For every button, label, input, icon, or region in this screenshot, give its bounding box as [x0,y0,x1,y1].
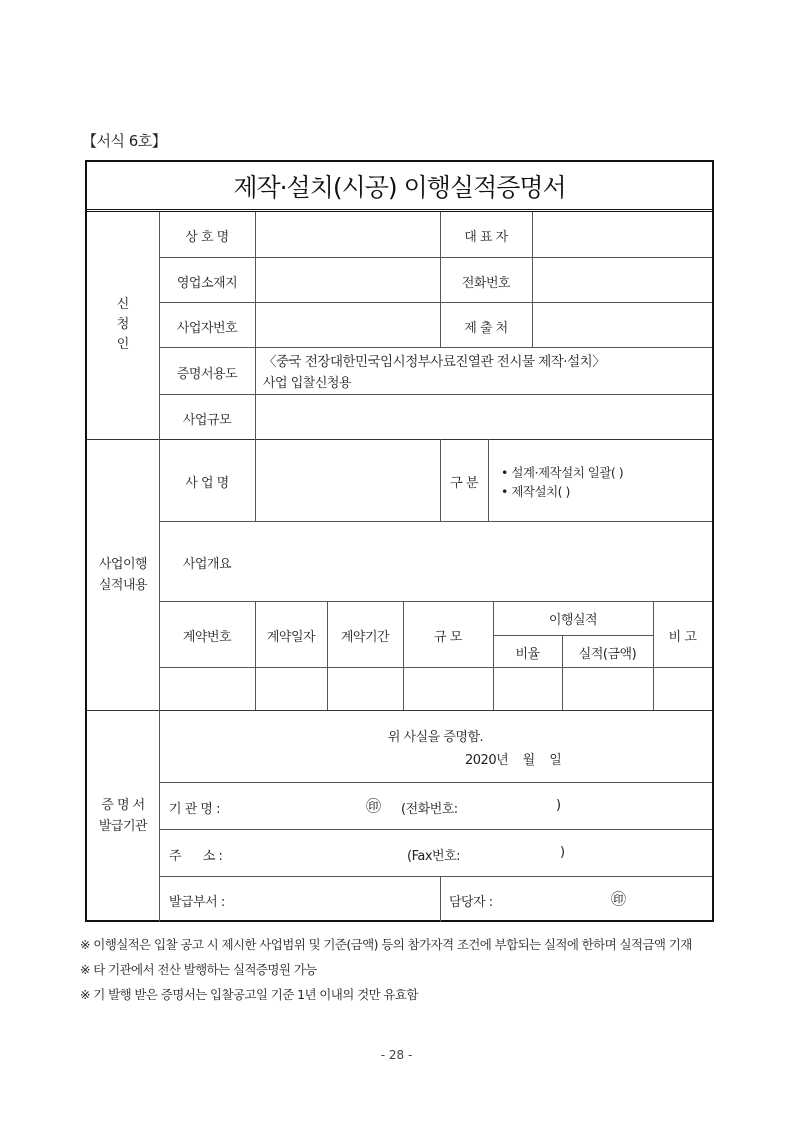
trade-name-label: 상 호 명 [185,230,229,245]
page-number: - 28 - [380,1048,413,1062]
purpose-line-1: 〈중국 전장대한민국임시정부사료진열관 전시물 제작·설치〉 [263,354,606,370]
submit-to-label: 제 출 처 [464,321,508,336]
notes [80,932,692,1007]
address-label: 영업소재지 [176,276,238,291]
seal-icon: ㊞ [366,797,381,815]
certificate-form [85,160,714,922]
purpose-line-2: 사업 입찰신청용 [263,376,352,391]
form-number: 【서식 6호】 [82,132,167,150]
scale-label: 사업규모 [182,413,232,428]
applicant-section-label: 신 청 인 [116,297,130,352]
scale-header: 규 모 [434,630,462,645]
fax-close: ) [560,845,565,860]
phone-label: 전화번호 [461,276,511,291]
phone-close: ) [556,798,561,813]
category-option-2: • 제작설치( ) [501,484,570,499]
biz-no-label: 사업자번호 [176,321,238,336]
certify-text: 위 사실을 증명함. [387,730,484,745]
amount-header: 실적(금액) [578,647,637,662]
note-2: ※ 타 기관에서 전산 발행하는 실적증명원 가능 [80,962,317,977]
representative-label: 대 표 자 [464,230,508,245]
overview-label: 사업개요 [182,557,232,572]
note-3: ※ 기 발행 받은 증명서는 입찰공고일 기준 1년 이내의 것만 유효함 [80,987,418,1002]
category-label: 구 분 [450,476,478,491]
phone-text: (전화번호: [401,802,458,817]
issuer-address-label: 주 소 : [169,849,223,864]
contract-period-header: 계약기간 [340,630,390,645]
manager-label: 담당자 : [449,895,493,910]
seal-icon-2: ㊞ [611,890,626,908]
performance-header: 이행실적 [548,613,598,628]
dept-label: 발급부서 : [169,895,225,910]
ratio-header: 비율 [515,647,540,662]
remarks-header: 비 고 [668,630,697,645]
category-option-1: • 설계·제작설치 일괄( ) [501,465,624,480]
contract-date-header: 계약일자 [266,630,316,645]
purpose-label: 증명서용도 [176,367,238,382]
project-name-label: 사 업 명 [185,476,229,491]
form-title: 제작·설치(시공) 이행실적증명서 [87,162,712,212]
fax-text: (Fax번호: [407,849,461,864]
issuer-section-label: 증 명 서 발급기관 [98,798,148,834]
agency-name-label: 기 관 명 : [169,802,220,817]
note-1: ※ 이행실적은 입찰 공고 시 제시한 사업범위 및 기준(금액) 등의 참가자격 조건에 부합되는 실적에 한하며 실적금액 기재 [80,937,692,952]
contract-no-header: 계약번호 [182,630,232,645]
issue-date: 2020년 월 일 [465,753,562,768]
performance-section-label: 사업이행 실적내용 [98,557,148,593]
